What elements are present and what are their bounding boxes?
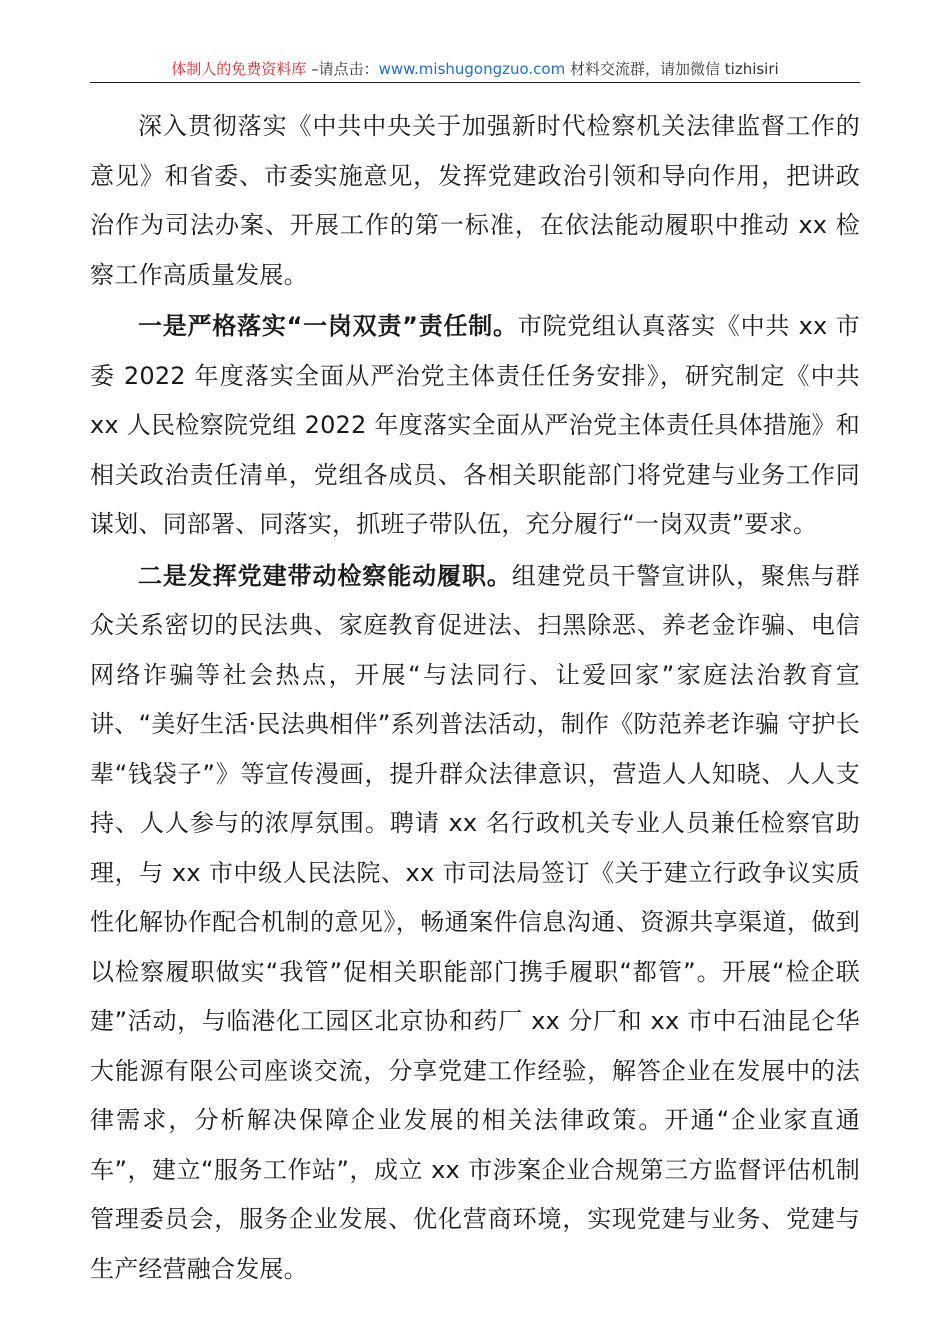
header-url-link[interactable]: www.mishugongzuo.com: [378, 60, 566, 78]
paragraph-text: 市院党组认真落实《中共 xx 市委 2022 年度落实全面从严治党主体责任任务安排》，研究制定《中共 xx 人民检察院党组 2022 年度落实全面从严治党主体责任具体措施》和相关政治责任清单，党组各成员、各相关职能部门将党建与业务工作同谋划、同部署、同落实，抓班子带队伍，充分履行“一岗双责”要求。: [90, 312, 860, 538]
page-header: [90, 58, 860, 80]
paragraph-intro: [90, 102, 860, 300]
paragraph-lead: 二是发挥党建带动检察能动履职。: [138, 561, 512, 590]
paragraph-party-building: [90, 552, 860, 1295]
header-divider: [90, 82, 860, 83]
header-contact: 材料交流群，请加微信 tizhisiri: [565, 60, 779, 78]
paragraph-responsibility: [90, 302, 860, 550]
paragraph-lead: 一是严格落实“一岗双责”责任制。: [138, 312, 518, 340]
paragraph-text: 组建党员干警宣讲队，聚焦与群众关系密切的民法典、家庭教育促进法、扫黑除恶、养老金诈骗、电信网络诈骗等社会热点，开展“与法同行、让爱回家”家庭法治教育宣讲、“美好生活·民法典相伴”系列普法活动，制作《防范养老诈骗 守护长辈“钱袋子”》等宣传漫画，提升群众法律意识，营造人人知晓、人人支持、人人参与的浓厚氛围。聘请 xx 名行政机关专业人员兼任检察官助理，与 xx 市中级人民法院、xx 市司法局签订《关于建立行政争议实质性化解协作配合机制的意见》，畅通案件信息沟通、资源共享渠道，做到以检察履职做实“我管”促相关职能部门携手履职“都管”。开展“检企联建”活动，与临港化工园区北京协和药厂 xx 分厂和 xx 市中石油昆仑华大能源有限公司座谈交流，分享党建工作经验，解答企业在发展中的法律需求，分析解决保障企业发展的相关法律政策。开通“企业家直通车”，建立“服务工作站”，成立 xx 市涉案企业合规第三方监督评估机制管理委员会，服务企业发展、优化营商环境，实现党建与业务、党建与生产经营融合发展。: [90, 561, 860, 1283]
document-body: [90, 102, 860, 1296]
header-site-name: 体制人的免费资料库: [171, 60, 307, 78]
header-click-prompt: –请点击：: [306, 60, 379, 78]
paragraph-text: 深入贯彻落实《中共中央关于加强新时代检察机关法律监督工作的意见》和省委、市委实施意见，发挥党建政治引领和导向作用，把讲政治作为司法办案、开展工作的第一标准，在依法能动履职中推动 xx 检察工作高质量发展。: [90, 112, 860, 289]
